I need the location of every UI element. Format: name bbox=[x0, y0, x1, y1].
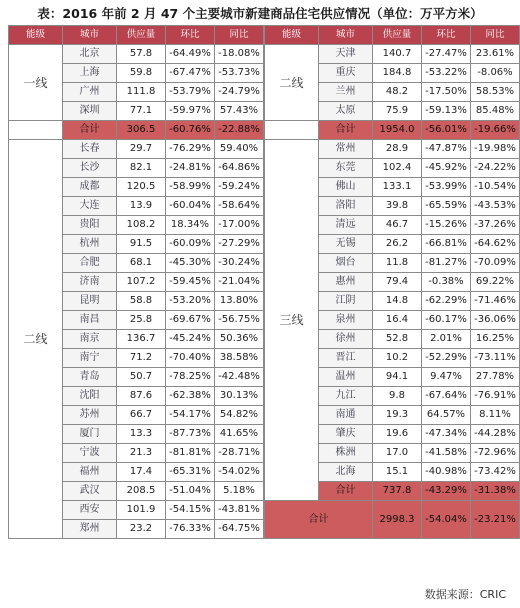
header-city: 城市 bbox=[63, 26, 117, 45]
mom-cell: -59.13% bbox=[422, 102, 471, 121]
yoy-cell: -8.06% bbox=[471, 64, 520, 83]
tier-label bbox=[265, 121, 319, 140]
tier-label: 二线 bbox=[265, 45, 319, 121]
city-cell: 合肥 bbox=[63, 254, 117, 273]
supply-cell: 737.8 bbox=[373, 482, 422, 501]
supply-cell: 29.7 bbox=[117, 140, 166, 159]
yoy-cell: -59.24% bbox=[215, 178, 264, 197]
header-tier: 能级 bbox=[9, 26, 63, 45]
supply-cell: 14.8 bbox=[373, 292, 422, 311]
grand-total-row bbox=[265, 501, 520, 539]
supply-cell: 25.8 bbox=[117, 311, 166, 330]
city-cell: 郑州 bbox=[63, 520, 117, 539]
yoy-cell: -73.11% bbox=[471, 349, 520, 368]
table-row bbox=[9, 45, 264, 64]
tier-label bbox=[9, 121, 63, 140]
mom-cell: -60.09% bbox=[166, 235, 215, 254]
supply-cell: 19.3 bbox=[373, 406, 422, 425]
mom-cell: -66.81% bbox=[422, 235, 471, 254]
mom-cell: -67.47% bbox=[166, 64, 215, 83]
city-cell: 南昌 bbox=[63, 311, 117, 330]
yoy-cell: 16.25% bbox=[471, 330, 520, 349]
city-cell: 北海 bbox=[319, 463, 373, 482]
yoy-cell: -44.28% bbox=[471, 425, 520, 444]
supply-cell: 101.9 bbox=[117, 501, 166, 520]
city-cell: 大连 bbox=[63, 197, 117, 216]
supply-cell: 77.1 bbox=[117, 102, 166, 121]
yoy-cell: -64.86% bbox=[215, 159, 264, 178]
city-cell: 重庆 bbox=[319, 64, 373, 83]
yoy-cell: 27.78% bbox=[471, 368, 520, 387]
header-supply: 供应量 bbox=[117, 26, 166, 45]
total-label: 合计 bbox=[319, 121, 373, 140]
yoy-cell: 69.22% bbox=[471, 273, 520, 292]
supply-cell: 11.8 bbox=[373, 254, 422, 273]
supply-cell: 208.5 bbox=[117, 482, 166, 501]
yoy-cell: -56.75% bbox=[215, 311, 264, 330]
city-cell: 西安 bbox=[63, 501, 117, 520]
yoy-cell: -73.42% bbox=[471, 463, 520, 482]
grand-total-mom: -54.04% bbox=[422, 501, 471, 539]
header-mom: 环比 bbox=[422, 26, 471, 45]
yoy-cell: -64.75% bbox=[215, 520, 264, 539]
mom-cell: -45.30% bbox=[166, 254, 215, 273]
yoy-cell: -24.79% bbox=[215, 83, 264, 102]
yoy-cell: -58.64% bbox=[215, 197, 264, 216]
mom-cell: -41.58% bbox=[422, 444, 471, 463]
city-cell: 济南 bbox=[63, 273, 117, 292]
city-cell: 常州 bbox=[319, 140, 373, 159]
mom-cell: -56.01% bbox=[422, 121, 471, 140]
mom-cell: -17.50% bbox=[422, 83, 471, 102]
supply-cell: 108.2 bbox=[117, 216, 166, 235]
supply-cell: 17.4 bbox=[117, 463, 166, 482]
supply-cell: 23.2 bbox=[117, 520, 166, 539]
mom-cell: 64.57% bbox=[422, 406, 471, 425]
header-city: 城市 bbox=[319, 26, 373, 45]
yoy-cell: -28.71% bbox=[215, 444, 264, 463]
header-mom: 环比 bbox=[166, 26, 215, 45]
supply-cell: 68.1 bbox=[117, 254, 166, 273]
mom-cell: -47.87% bbox=[422, 140, 471, 159]
yoy-cell: -71.46% bbox=[471, 292, 520, 311]
mom-cell: -76.29% bbox=[166, 140, 215, 159]
yoy-cell: 5.18% bbox=[215, 482, 264, 501]
mom-cell: -69.67% bbox=[166, 311, 215, 330]
city-cell: 广州 bbox=[63, 83, 117, 102]
city-cell: 昆明 bbox=[63, 292, 117, 311]
yoy-cell: 30.13% bbox=[215, 387, 264, 406]
yoy-cell: -37.26% bbox=[471, 216, 520, 235]
yoy-cell: 41.65% bbox=[215, 425, 264, 444]
table-row bbox=[265, 45, 520, 64]
mom-cell: -65.31% bbox=[166, 463, 215, 482]
city-cell: 长沙 bbox=[63, 159, 117, 178]
mom-cell: -51.04% bbox=[166, 482, 215, 501]
yoy-cell: 85.48% bbox=[471, 102, 520, 121]
supply-cell: 50.7 bbox=[117, 368, 166, 387]
header-tier: 能级 bbox=[265, 26, 319, 45]
mom-cell: -60.04% bbox=[166, 197, 215, 216]
city-cell: 烟台 bbox=[319, 254, 373, 273]
yoy-cell: 8.11% bbox=[471, 406, 520, 425]
yoy-cell: -30.24% bbox=[215, 254, 264, 273]
yoy-cell: -18.08% bbox=[215, 45, 264, 64]
city-cell: 南京 bbox=[63, 330, 117, 349]
mom-cell: -60.76% bbox=[166, 121, 215, 140]
yoy-cell: -72.96% bbox=[471, 444, 520, 463]
supply-cell: 111.8 bbox=[117, 83, 166, 102]
yoy-cell: -36.06% bbox=[471, 311, 520, 330]
yoy-cell: 54.82% bbox=[215, 406, 264, 425]
left-header-row bbox=[9, 26, 264, 45]
supply-cell: 140.7 bbox=[373, 45, 422, 64]
supply-cell: 46.7 bbox=[373, 216, 422, 235]
city-cell: 贵阳 bbox=[63, 216, 117, 235]
mom-cell: -45.24% bbox=[166, 330, 215, 349]
tier-label: 三线 bbox=[265, 140, 319, 501]
yoy-cell: -21.04% bbox=[215, 273, 264, 292]
mom-cell: -24.81% bbox=[166, 159, 215, 178]
yoy-cell: -64.62% bbox=[471, 235, 520, 254]
yoy-cell: 50.36% bbox=[215, 330, 264, 349]
supply-cell: 102.4 bbox=[373, 159, 422, 178]
mom-cell: -53.22% bbox=[422, 64, 471, 83]
yoy-cell: 58.53% bbox=[471, 83, 520, 102]
city-cell: 兰州 bbox=[319, 83, 373, 102]
tier-label: 二线 bbox=[9, 140, 63, 539]
grand-total-label: 合计 bbox=[265, 501, 373, 539]
mom-cell: -65.59% bbox=[422, 197, 471, 216]
supply-cell: 21.3 bbox=[117, 444, 166, 463]
supply-cell: 87.6 bbox=[117, 387, 166, 406]
mom-cell: -81.81% bbox=[166, 444, 215, 463]
yoy-cell: -54.02% bbox=[215, 463, 264, 482]
yoy-cell: -31.38% bbox=[471, 482, 520, 501]
yoy-cell: 59.40% bbox=[215, 140, 264, 159]
supply-cell: 9.8 bbox=[373, 387, 422, 406]
city-cell: 无锡 bbox=[319, 235, 373, 254]
supply-cell: 13.3 bbox=[117, 425, 166, 444]
city-cell: 武汉 bbox=[63, 482, 117, 501]
yoy-cell: -53.73% bbox=[215, 64, 264, 83]
mom-cell: -59.97% bbox=[166, 102, 215, 121]
supply-cell: 66.7 bbox=[117, 406, 166, 425]
supply-cell: 39.8 bbox=[373, 197, 422, 216]
city-cell: 福州 bbox=[63, 463, 117, 482]
header-supply: 供应量 bbox=[373, 26, 422, 45]
city-cell: 佛山 bbox=[319, 178, 373, 197]
mom-cell: -62.38% bbox=[166, 387, 215, 406]
total-label: 合计 bbox=[63, 121, 117, 140]
mom-cell: -59.45% bbox=[166, 273, 215, 292]
total-label: 合计 bbox=[319, 482, 373, 501]
right-header-row bbox=[265, 26, 520, 45]
right-supply-table bbox=[264, 25, 520, 539]
mom-cell: -60.17% bbox=[422, 311, 471, 330]
mom-cell: -54.17% bbox=[166, 406, 215, 425]
city-cell: 厦门 bbox=[63, 425, 117, 444]
supply-cell: 15.1 bbox=[373, 463, 422, 482]
city-cell: 江阴 bbox=[319, 292, 373, 311]
city-cell: 杭州 bbox=[63, 235, 117, 254]
mom-cell: -62.29% bbox=[422, 292, 471, 311]
supply-cell: 16.4 bbox=[373, 311, 422, 330]
supply-cell: 133.1 bbox=[373, 178, 422, 197]
city-cell: 天津 bbox=[319, 45, 373, 64]
supply-cell: 306.5 bbox=[117, 121, 166, 140]
supply-cell: 17.0 bbox=[373, 444, 422, 463]
supply-cell: 48.2 bbox=[373, 83, 422, 102]
table-row bbox=[9, 140, 264, 159]
yoy-cell: -17.00% bbox=[215, 216, 264, 235]
yoy-cell: -42.48% bbox=[215, 368, 264, 387]
supply-cell: 184.8 bbox=[373, 64, 422, 83]
header-yoy: 同比 bbox=[215, 26, 264, 45]
yoy-cell: -24.22% bbox=[471, 159, 520, 178]
yoy-cell: -19.66% bbox=[471, 121, 520, 140]
tier-label: 一线 bbox=[9, 45, 63, 121]
data-source: 数据来源：CRIC bbox=[424, 588, 506, 601]
mom-cell: -53.20% bbox=[166, 292, 215, 311]
city-cell: 肇庆 bbox=[319, 425, 373, 444]
city-cell: 南通 bbox=[319, 406, 373, 425]
city-cell: 晋江 bbox=[319, 349, 373, 368]
grand-total-supply: 2998.3 bbox=[373, 501, 422, 539]
mom-cell: -15.26% bbox=[422, 216, 471, 235]
table-row bbox=[265, 140, 520, 159]
supply-cell: 58.8 bbox=[117, 292, 166, 311]
city-cell: 东莞 bbox=[319, 159, 373, 178]
mom-cell: -78.25% bbox=[166, 368, 215, 387]
city-cell: 泉州 bbox=[319, 311, 373, 330]
mom-cell: -53.79% bbox=[166, 83, 215, 102]
city-cell: 株洲 bbox=[319, 444, 373, 463]
city-cell: 深圳 bbox=[63, 102, 117, 121]
supply-cell: 120.5 bbox=[117, 178, 166, 197]
mom-cell: -27.47% bbox=[422, 45, 471, 64]
yoy-cell: -22.88% bbox=[215, 121, 264, 140]
yoy-cell: -10.54% bbox=[471, 178, 520, 197]
yoy-cell: -43.81% bbox=[215, 501, 264, 520]
supply-cell: 28.9 bbox=[373, 140, 422, 159]
grand-total-yoy: -23.21% bbox=[471, 501, 520, 539]
mom-cell: -70.40% bbox=[166, 349, 215, 368]
city-cell: 洛阳 bbox=[319, 197, 373, 216]
supply-cell: 82.1 bbox=[117, 159, 166, 178]
mom-cell: -76.33% bbox=[166, 520, 215, 539]
yoy-cell: -27.29% bbox=[215, 235, 264, 254]
supply-cell: 107.2 bbox=[117, 273, 166, 292]
mom-cell: -45.92% bbox=[422, 159, 471, 178]
city-cell: 太原 bbox=[319, 102, 373, 121]
supply-cell: 94.1 bbox=[373, 368, 422, 387]
city-cell: 温州 bbox=[319, 368, 373, 387]
city-cell: 青岛 bbox=[63, 368, 117, 387]
city-cell: 上海 bbox=[63, 64, 117, 83]
mom-cell: 2.01% bbox=[422, 330, 471, 349]
mom-cell: -40.98% bbox=[422, 463, 471, 482]
mom-cell: -53.99% bbox=[422, 178, 471, 197]
city-cell: 惠州 bbox=[319, 273, 373, 292]
supply-cell: 52.8 bbox=[373, 330, 422, 349]
yoy-cell: 13.80% bbox=[215, 292, 264, 311]
mom-cell: -0.38% bbox=[422, 273, 471, 292]
supply-cell: 79.4 bbox=[373, 273, 422, 292]
city-cell: 徐州 bbox=[319, 330, 373, 349]
total-row bbox=[265, 121, 520, 140]
city-cell: 北京 bbox=[63, 45, 117, 64]
mom-cell: -58.99% bbox=[166, 178, 215, 197]
supply-cell: 13.9 bbox=[117, 197, 166, 216]
mom-cell: -47.34% bbox=[422, 425, 471, 444]
supply-cell: 10.2 bbox=[373, 349, 422, 368]
city-cell: 九江 bbox=[319, 387, 373, 406]
table-title: 表：2016 年前 2 月 47 个主要城市新建商品住宅供应情况（单位：万平方米） bbox=[37, 6, 483, 21]
mom-cell: -67.64% bbox=[422, 387, 471, 406]
mom-cell: -81.27% bbox=[422, 254, 471, 273]
supply-cell: 26.2 bbox=[373, 235, 422, 254]
mom-cell: 9.47% bbox=[422, 368, 471, 387]
yoy-cell: -70.09% bbox=[471, 254, 520, 273]
mom-cell: -64.49% bbox=[166, 45, 215, 64]
mom-cell: -87.73% bbox=[166, 425, 215, 444]
yoy-cell: 38.58% bbox=[215, 349, 264, 368]
left-supply-table bbox=[8, 25, 264, 539]
yoy-cell: 57.43% bbox=[215, 102, 264, 121]
city-cell: 宁波 bbox=[63, 444, 117, 463]
mom-cell: -43.29% bbox=[422, 482, 471, 501]
mom-cell: -54.15% bbox=[166, 501, 215, 520]
supply-cell: 91.5 bbox=[117, 235, 166, 254]
city-cell: 沈阳 bbox=[63, 387, 117, 406]
supply-cell: 71.2 bbox=[117, 349, 166, 368]
yoy-cell: 23.61% bbox=[471, 45, 520, 64]
city-cell: 长春 bbox=[63, 140, 117, 159]
supply-cell: 19.6 bbox=[373, 425, 422, 444]
mom-cell: 18.34% bbox=[166, 216, 215, 235]
supply-cell: 1954.0 bbox=[373, 121, 422, 140]
city-cell: 清远 bbox=[319, 216, 373, 235]
city-cell: 成都 bbox=[63, 178, 117, 197]
supply-cell: 136.7 bbox=[117, 330, 166, 349]
mom-cell: -52.29% bbox=[422, 349, 471, 368]
header-yoy: 同比 bbox=[471, 26, 520, 45]
supply-cell: 75.9 bbox=[373, 102, 422, 121]
yoy-cell: -19.98% bbox=[471, 140, 520, 159]
city-cell: 苏州 bbox=[63, 406, 117, 425]
supply-cell: 59.8 bbox=[117, 64, 166, 83]
supply-cell: 57.8 bbox=[117, 45, 166, 64]
yoy-cell: -76.91% bbox=[471, 387, 520, 406]
city-cell: 南宁 bbox=[63, 349, 117, 368]
yoy-cell: -43.53% bbox=[471, 197, 520, 216]
total-row bbox=[9, 121, 264, 140]
